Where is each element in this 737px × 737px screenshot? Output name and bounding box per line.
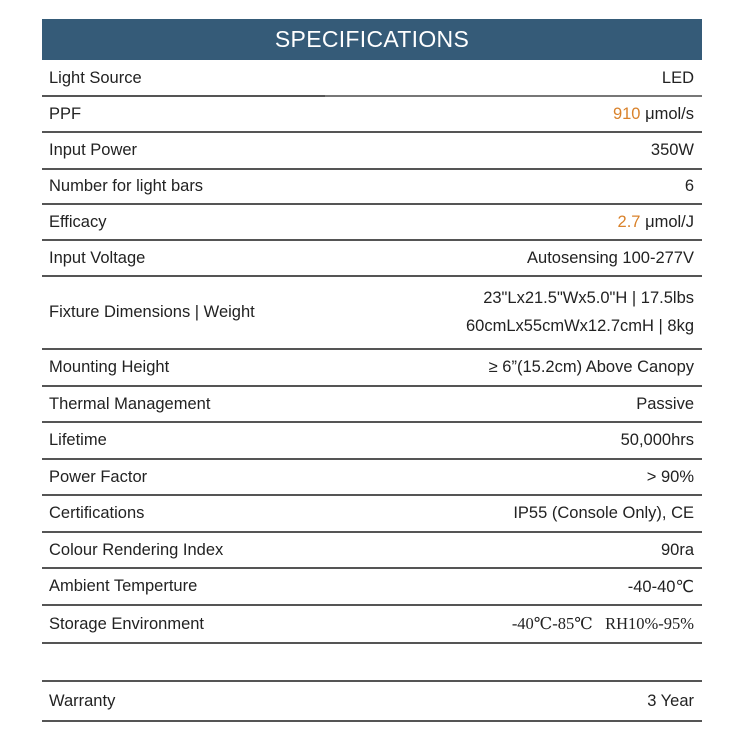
- row-label: Light Source: [49, 68, 142, 87]
- ppf-unit: μmol/s: [645, 104, 694, 123]
- table-row-light-bars: [42, 170, 702, 205]
- table-row-efficacy: [42, 205, 702, 241]
- row-label: Thermal Management: [49, 394, 211, 413]
- row-label: Storage Environment: [49, 614, 205, 633]
- table-row-mounting-height: [42, 350, 702, 387]
- row-label: Input Voltage: [49, 248, 146, 267]
- table-row-ambient-temp: [42, 569, 702, 606]
- efficacy-number: 2.7: [617, 212, 641, 231]
- row-label: Mounting Height: [49, 358, 170, 376]
- row-value: [618, 213, 694, 232]
- table-row-certifications: [42, 496, 702, 533]
- table-row-storage: [42, 606, 702, 644]
- row-label: Ambient Temperture: [49, 577, 198, 595]
- table-row-dimensions-weight: [42, 277, 702, 350]
- table-row-power-factor: [42, 460, 702, 496]
- spec-table: [42, 61, 702, 722]
- table-row-input-power: [42, 133, 702, 170]
- row-value: [466, 289, 694, 336]
- table-row-ppf: [42, 97, 702, 133]
- row-value: [613, 105, 694, 124]
- row-value: -40℃-85℃ RH10%-95%: [511, 614, 694, 633]
- table-row-cri: [42, 533, 702, 569]
- table-row-thermal: [42, 387, 702, 423]
- row-value: 350W: [650, 141, 694, 159]
- table-row-light-source: [42, 61, 702, 97]
- row-value: IP55 (Console Only), CE: [513, 504, 694, 522]
- dimensions-imperial: 23"Lx21.5"Wx5.0"H | 17.5lbs: [483, 289, 694, 307]
- efficacy-unit: μmol/J: [645, 212, 694, 231]
- row-label: Colour Rendering Index: [49, 540, 224, 559]
- row-label: Fixture Dimensions | Weight: [49, 303, 255, 321]
- row-label: Warranty: [49, 691, 116, 710]
- row-label: Efficacy: [49, 212, 107, 231]
- row-value: > 90%: [646, 467, 694, 486]
- row-label: Lifetime: [49, 431, 107, 449]
- table-row-warranty: [42, 682, 702, 722]
- row-value: ≥ 6”(15.2cm) Above Canopy: [488, 358, 694, 376]
- specifications-header: [42, 19, 702, 60]
- row-value: Passive: [636, 394, 694, 413]
- row-label: PPF: [49, 104, 82, 123]
- dimensions-metric: 60cmLx55cmWx12.7cmH | 8kg: [465, 317, 694, 335]
- table-row-input-voltage: [42, 241, 702, 277]
- row-label: Input Power: [49, 141, 138, 159]
- row-value: LED: [661, 68, 694, 87]
- row-label: Number for light bars: [49, 177, 204, 195]
- row-label: Certifications: [49, 504, 145, 522]
- row-value: Autosensing 100-277V: [527, 248, 694, 267]
- row-value: -40-40℃: [627, 577, 694, 596]
- row-value: 6: [684, 177, 694, 195]
- row-value: 90ra: [660, 540, 694, 559]
- row-value: 3 Year: [647, 691, 694, 710]
- row-value: 50,000hrs: [620, 431, 694, 449]
- table-row-empty: [42, 644, 702, 682]
- row-label: Power Factor: [49, 467, 148, 486]
- header-title: SPECIFICATIONS: [274, 26, 470, 52]
- ppf-number: 910: [612, 104, 641, 123]
- table-row-lifetime: [42, 423, 702, 460]
